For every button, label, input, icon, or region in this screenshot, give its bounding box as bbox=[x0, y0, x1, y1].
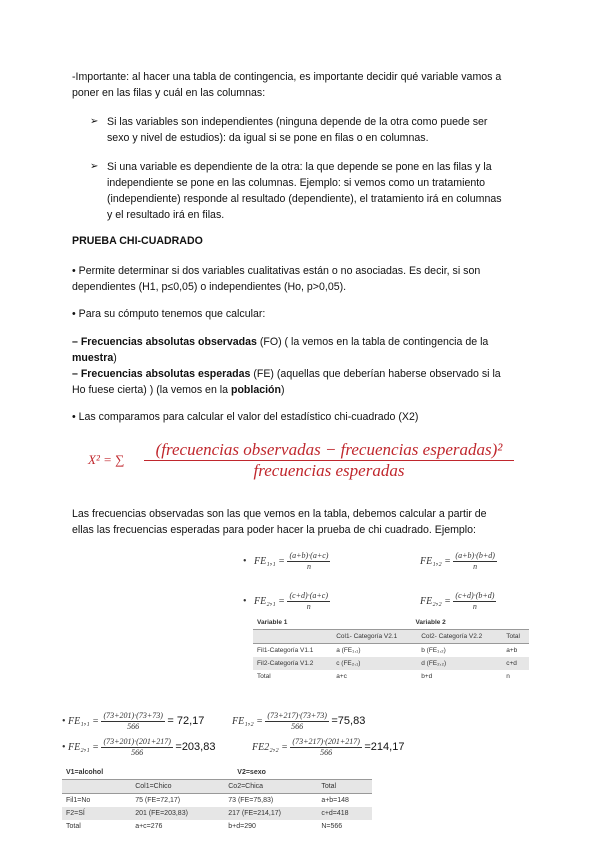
fe-formula-12: FE₁,₂ = $\frac{(a+b)\cdot(b+d)}{n}$ bbox=[420, 551, 495, 571]
contingency-table-example bbox=[62, 766, 372, 833]
table-row: Fil1=No 75 (FE=72,17) 73 (FE=75,83) a+b=148 bbox=[66, 797, 349, 804]
table1-header-col2: Col2- Categoría V2.2 bbox=[421, 633, 483, 640]
fe-formula-22: FE₂,₂ = $\frac{(c+d)\cdot(b+d)}{n}$ bbox=[420, 591, 495, 611]
paragraph-definition bbox=[72, 263, 542, 295]
fe-bold: – Frecuencias absolutas esperadas bbox=[72, 368, 251, 380]
table2-var2: V2=sexo bbox=[237, 769, 266, 776]
table-row: Total a+c b+d n bbox=[257, 673, 510, 680]
paragraph-comparison: • Las comparamos para calcular el valor del estadístico chi-cuadrado (X2) bbox=[72, 411, 419, 423]
arrow-bullet-icon: ➢ bbox=[90, 161, 99, 172]
table1-header-col1: Col1- Categoría V2.1 bbox=[336, 633, 398, 640]
table-row: Fil2-Categoría V1.2 c (FE₂,₁) d (FE₂,₂) c+d bbox=[253, 657, 529, 670]
contingency-table-general bbox=[253, 616, 529, 683]
fo-line-2 bbox=[72, 350, 542, 366]
fe-end: ) bbox=[281, 384, 285, 396]
table1-var2: Variable 2 bbox=[415, 619, 446, 626]
intro-line-1: -Importante: al hacer una tabla de contingencia, es importante decidir qué variable vamos a bbox=[72, 71, 502, 83]
table2-var1: V1=alcohol bbox=[66, 769, 104, 776]
table-row: Fil1-Categoría V1.1 a (FE₁,₁) b (FE₁,₂) a+b bbox=[257, 647, 518, 654]
arrow-bullet-icon: ➢ bbox=[90, 116, 99, 127]
calc-formula-11: • FE₁,₁ = $\frac{(73+201)\cdot(73+73)}{566}$ = 72,17 bbox=[62, 711, 205, 731]
formula-denominator: frecuencias esperadas bbox=[253, 461, 405, 480]
bullet-1-line-1: Si las variables son independientes (ninguna depende de la otra como puede ser bbox=[107, 116, 488, 128]
table1-var1: Variable 1 bbox=[257, 619, 288, 626]
bullet-2-line-3: (independiente) responde al resultado (dependiente), el tratamiento irá en columnas bbox=[107, 193, 502, 205]
fe-formula-11: • FE₁,₁ = $\frac{(a+b)\cdot(a+c)}{n}$ bbox=[243, 551, 329, 571]
table2-header-total: Total bbox=[321, 783, 337, 790]
table1-header-total: Total bbox=[506, 633, 520, 640]
table2-header-col2: Co2=Chica bbox=[228, 783, 264, 790]
bullet-1-line-2: sexo y nivel de estudios): da igual si se pone en filas o en columnas. bbox=[107, 132, 429, 144]
para1-line-1: • Permite determinar si dos variables cualitativas están o no asociadas. Es decir, si son bbox=[72, 265, 481, 277]
bullet-2-line-2: independiente se pone en las columnas. Ejemplo: si vemos como un tratamiento bbox=[107, 177, 486, 189]
para4-line-1: Las frecuencias observadas son las que vemos en la tabla, debemos calcular a partir de bbox=[72, 508, 487, 520]
bullet-item-1 bbox=[90, 114, 530, 146]
bullet-2-line-4: y el resultado irá en filas. bbox=[107, 209, 225, 221]
intro-paragraph bbox=[72, 69, 542, 101]
fe-rest: (FE) (aquellas que deberían haberse observado si la bbox=[250, 368, 501, 380]
section-heading: PRUEBA CHI-CUADRADO bbox=[72, 235, 203, 247]
calc-formula-12: FE₁,₂ = $\frac{(73+217)\cdot(73+73)}{566}$ =75,83 bbox=[232, 711, 366, 731]
bullet-item-2 bbox=[90, 159, 530, 223]
para1-line-2: dependientes (H1, p≤0,05) o independientes (Ho, p>0,05). bbox=[72, 281, 347, 293]
fe-line-1 bbox=[72, 366, 542, 382]
fo-muestra: muestra bbox=[72, 352, 114, 364]
chi-square-formula bbox=[88, 440, 528, 486]
fo-line-1 bbox=[72, 334, 542, 350]
frequency-definitions bbox=[72, 334, 542, 398]
paragraph-computo: • Para su cómputo tenemos que calcular: bbox=[72, 308, 266, 320]
table-row: F2=SÍ 201 (FE=203,83) 217 (FE=214,17) c+d=418 bbox=[62, 807, 372, 820]
table2-header-col1: Col1=Chico bbox=[135, 783, 172, 790]
calc-formula-22: FE2₂,₂ = $\frac{(73+217)\cdot(201+217)}{566}$ =214,17 bbox=[252, 737, 405, 757]
formula-lhs: X² = ∑ bbox=[88, 452, 125, 467]
bullet-2-line-1: Si una variable es dependiente de la otra: la que depende se pone en las filas y la bbox=[107, 161, 492, 173]
paragraph-example bbox=[72, 506, 542, 538]
intro-line-2: poner en las filas y cuál en las columnas: bbox=[72, 87, 266, 99]
calc-formula-21: • FE₂,₁ = $\frac{(73+201)\cdot(201+217)}{566}$ =203,83 bbox=[62, 737, 216, 757]
fe-line-2 bbox=[72, 382, 542, 398]
fo-end: ) bbox=[113, 352, 117, 364]
fo-bold: – Frecuencias absolutas observadas bbox=[72, 336, 257, 348]
fe-formula-21: • FE₂,₁ = $\frac{(c+d)\cdot(a+c)}{n}$ bbox=[243, 591, 328, 611]
fe-poblacion: población bbox=[230, 384, 281, 396]
para4-line-2: ellas las frecuencias esperadas para poder hacer la prueba de chi cuadrado. Ejemplo: bbox=[72, 524, 476, 536]
fo-rest: (FO) ( la vemos en la tabla de contingencia de la bbox=[256, 336, 489, 348]
table-row: Total a+c=276 b+d=290 N=566 bbox=[66, 823, 343, 830]
fe-line2-text: Ho fuese cierta) ) (la vemos en la bbox=[72, 384, 231, 396]
formula-numerator: (frecuencias observadas − frecuencias esperadas)² bbox=[144, 440, 514, 461]
